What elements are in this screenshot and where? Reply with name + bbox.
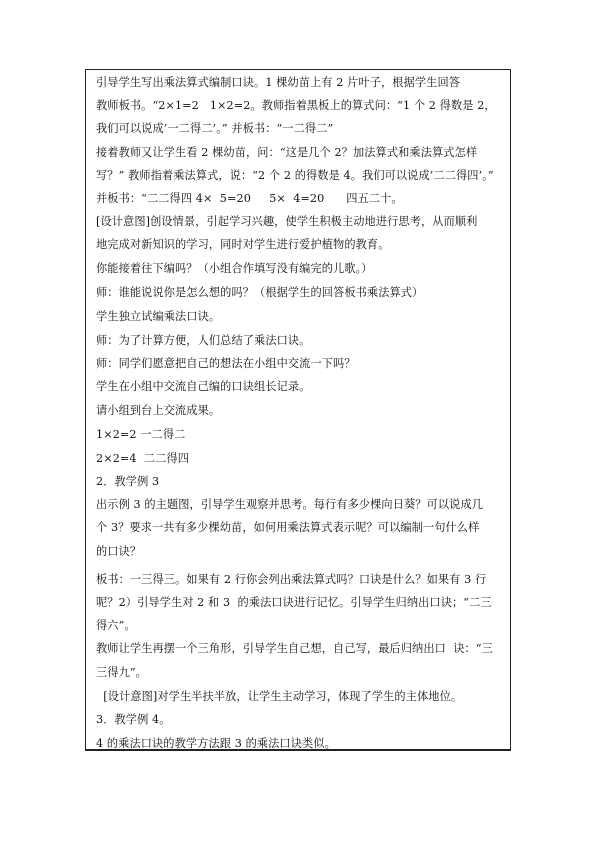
text-line: 并板书：“二二得四 4× 5=20 5× 4=20 四五二十。 <box>96 192 403 205</box>
text-line: 2×2=4 二二得四 <box>96 452 190 465</box>
text-line: [设计意图]创设情景，引起学习兴趣，使学生积极主动地进行思考，从而顺利 <box>96 215 478 228</box>
section-heading: 3．教学例 4。 <box>96 713 171 726</box>
text-line: 教师板书。“2×1=2 1×2=2。教师指着黑板上的算式问：“1 个 2 得数是 2， <box>96 99 496 112</box>
text-line: 引导学生写出乘法算式编制口诀。1 棵幼苗上有 2 片叶子，根据学生回答 <box>96 76 461 89</box>
text-line: 你能接着往下编吗？（小组合作填写没有编完的儿歌。） <box>96 262 373 275</box>
text-line: 个 3？要求一共有多少棵幼苗，如何用乘法算式表示呢？可以编制一句什么样 <box>96 521 480 534</box>
text-line: 师：为了计算方便，人们总结了乘法口诀。 <box>96 334 311 347</box>
section-heading: 2．教学例 3 <box>96 475 160 488</box>
text-line: 出示例 3 的主题图，引导学生观察并思考。每行有多少棵向日葵？可以说成几 <box>96 498 484 511</box>
text-line: 学生独立试编乘法口诀。 <box>96 310 221 323</box>
text-line: 请小组到台上交流成果。 <box>96 404 221 417</box>
text-line: 的口诀？ <box>96 545 142 558</box>
text-line: 学生在小组中交流自己编的口诀组长记录。 <box>96 380 311 393</box>
text-line: 地完成对新知识的学习，同时对学生进行爱护植物的教育。 <box>96 238 390 251</box>
text-line: 板书：一三得三。如果有 2 行你会列出乘法算式吗？口诀是什么？如果有 3 行 <box>96 573 487 586</box>
text-line: 三得九”。 <box>96 666 147 679</box>
text-line: 1×2=2 一二得二 <box>96 428 186 441</box>
text-line: 教师让学生再摆一个三角形，引导学生自己想，自己写，最后归纳出口 诀：“三 <box>96 642 493 655</box>
text-line: 呢？2）引导学生对 2 和 3 的乘法口诀进行记忆。引导学生归纳出口诀；“二三 <box>96 596 492 609</box>
text-line: 4 的乘法口诀的教学方法跟 3 的乘法口诀类似。 <box>96 737 336 750</box>
text-line: 师：谁能说说你是怎么想的吗？（根据学生的回答板书乘法算式） <box>96 286 424 299</box>
text-line: 得六”。 <box>96 619 136 632</box>
text-line: 写？” 教师指着乘法算式，说：“2 个 2 的得数是 4。我们可以说成’二二得四’。” <box>96 169 494 182</box>
text-line: [设计意图]对学生半扶半放，让学生主动学习，体现了学生的主体地位。 <box>96 690 463 703</box>
text-line: 接着教师又让学生看 2 棵幼苗，问：“这是几个 2？加法算式和乘法算式怎样 <box>96 146 478 159</box>
text-line: 师：同学们愿意把自己的想法在小组中交流一下吗？ <box>96 357 356 370</box>
text-line: 我们可以说成’一二得二’。” 并板书：“一二得二” <box>96 122 334 135</box>
